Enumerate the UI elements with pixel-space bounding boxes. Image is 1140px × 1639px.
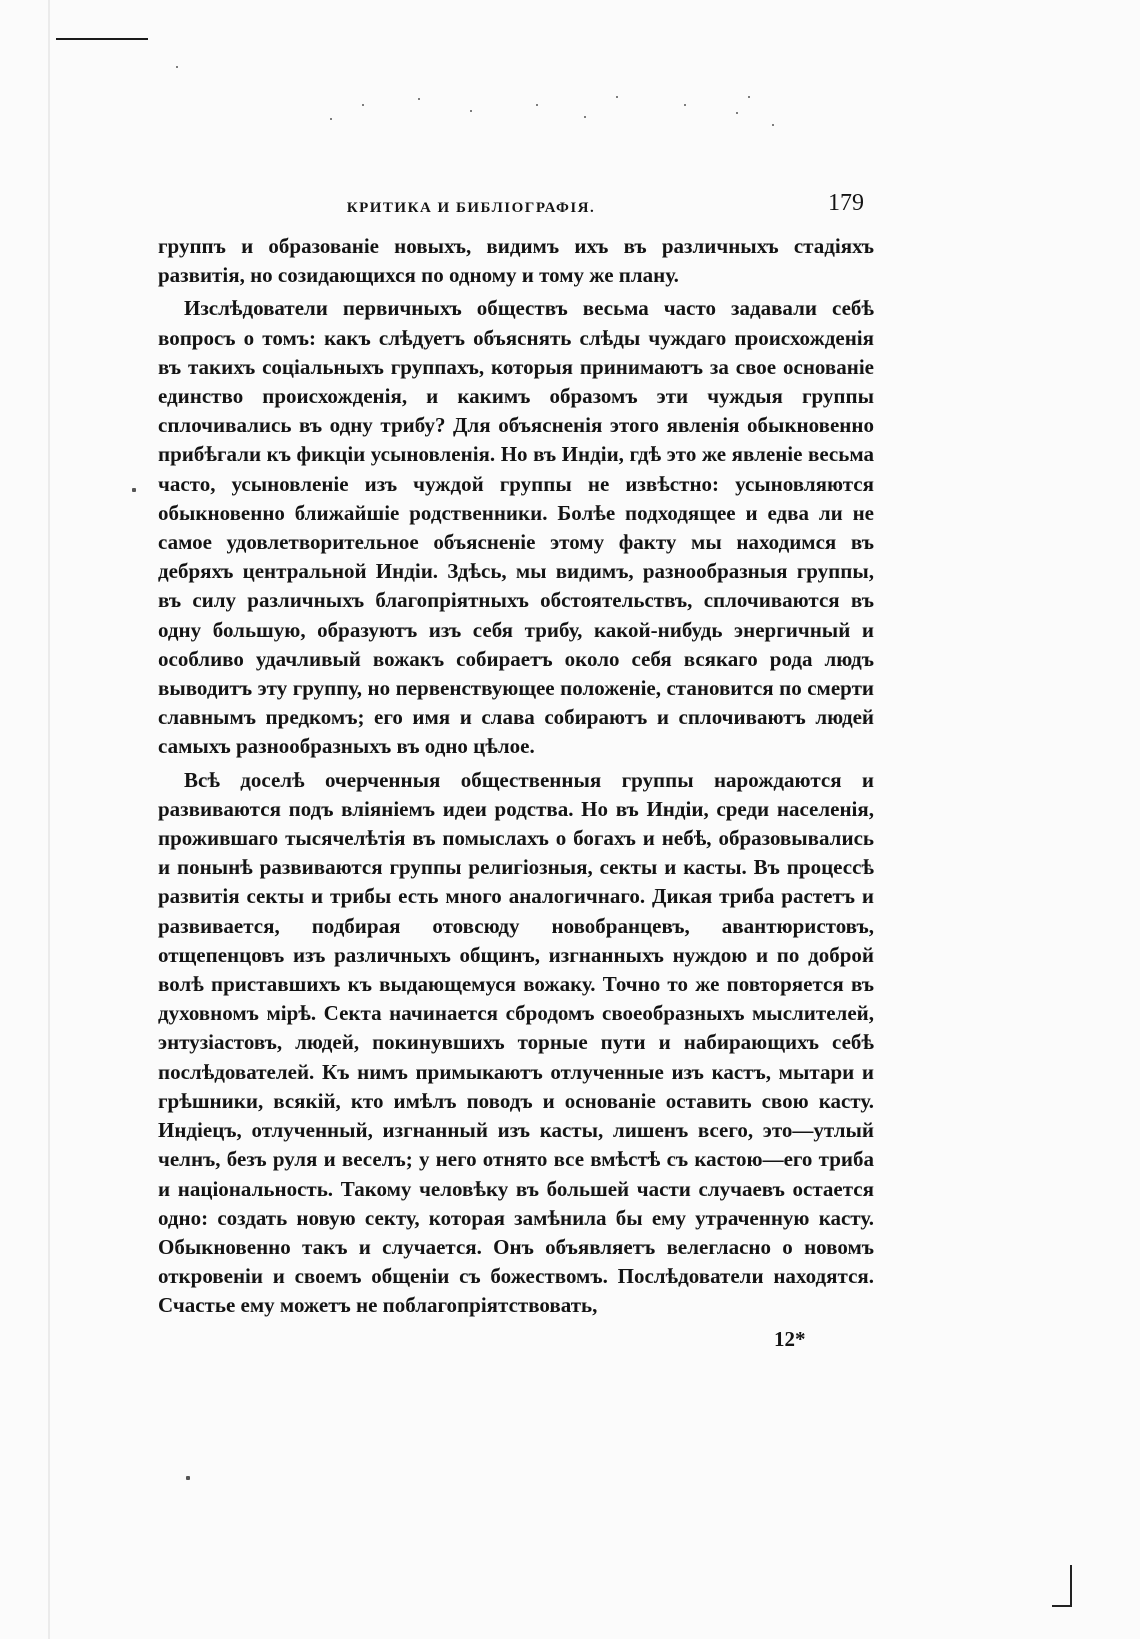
scan-speck [748,96,750,98]
paragraph: группъ и образованіе новыхъ, видимъ ихъ въ различныхъ стадіяхъ развитія, но созидающихся по одному и тому же плану. [158,234,874,288]
scan-speck [186,1476,190,1480]
scan-corner-mark [1052,1565,1072,1607]
scan-speck [330,118,332,120]
scan-speck [132,488,136,492]
scan-speck [362,104,364,106]
scan-speck [584,116,586,118]
scan-speck [772,124,774,126]
signature-mark: 12* [774,1326,806,1351]
scan-rule [56,38,148,40]
scan-edge [48,0,50,1639]
running-head [158,190,874,230]
scan-speck [536,104,538,106]
body-text [158,232,874,1321]
scan-speck [616,96,618,98]
scan-speck [470,110,472,112]
scan-speck [684,104,686,106]
scan-speck [418,98,420,100]
running-title: КРИТИКА И БИБЛІОГРАФІЯ. [346,200,596,216]
paragraph: Изслѣдователи первичныхъ обществъ весьма часто задавали себѣ вопросъ о томъ: какъ слѣдуетъ объяснять слѣды чуждаго происхожденія въ такихъ соціальныхъ группахъ, которыя принимаютъ за свое основаніе единство происхожденія, и какимъ образомъ эти чуждыя группы сплочивались въ одну трибу? Для объясненія этого явленія обыкновенно прибѣгали къ фикціи усыновленія. Но въ Индіи, гдѣ это же явленіе весьма часто, усыновленіе изъ чуждой группы не извѣстно: усыновляются обыкновенно ближайшіе родственники. Болѣе подходящее и едва ли не самое удовлетворительное объясненіе этому факту мы находимся въ дебряхъ центральной Индіи. Здѣсь, мы видимъ, разнообразныя группы, въ силу различныхъ благопріятныхъ обстоятельствъ, сплочиваются въ одну большую, образуютъ изъ себя трибу, какой-нибудь энергичный и особливо удачливый вожакъ собираетъ около себя всякаго рода людъ выводитъ эту группу, но первенствующее положеніе, становится по смерти славнымъ предкомъ; его имя и слава собираютъ и сплочиваютъ людей самыхъ разнообразныхъ въ одно цѣлое. [158,296,874,759]
page-number: 179 [828,190,864,216]
paragraph: Всѣ доселѣ очерченныя общественныя группы нарождаются и развиваются подъ вліяніемъ идеи родства. Но въ Индіи, среди населенія, прожившаго тысячелѣтія въ помыслахъ о богахъ и небѣ, образовывались и понынѣ развиваются группы религіозныя, секты и касты. Въ процессѣ развитія секты и трибы есть много аналогичнаго. Дикая триба растетъ и развивается, подбирая отовсюду новобранцевъ, авантюристовъ, отщепенцовъ изъ различныхъ общинъ, изгнанныхъ нуждою и по доброй волѣ приставшихъ къ выдающемуся вожаку. Точно то же повторяется въ духовномъ мірѣ. Секта начинается сбродомъ своеобразныхъ мыслителей, энтузіастовъ, людей, покинувшихъ торные пути и набирающихъ себѣ послѣдователей. Къ нимъ примыкаютъ отлученные изъ кастъ, мытари и грѣшники, всякій, кто имѣлъ поводъ и основаніе оставить свою касту. Индіецъ, отлученный, изгнанный изъ касты, лишенъ всего, это—утлый челнъ, безъ руля и веселъ; у него отнято все вмѣстѣ съ кастою—его триба и національность. Такому человѣку въ большей части случаевъ остается одно: создать новую секту, которая замѣнила бы ему утраченную касту. Обыкновенно такъ и случается. Онъ объявляетъ велегласно о новомъ откровеніи и своемъ общеніи съ божествомъ. Послѣдователи находятся. Счастье ему можетъ не поблагопріятствовать, [158,767,874,1318]
scan-speck [736,112,738,114]
book-page [158,190,874,1352]
scan-speck [176,66,178,68]
